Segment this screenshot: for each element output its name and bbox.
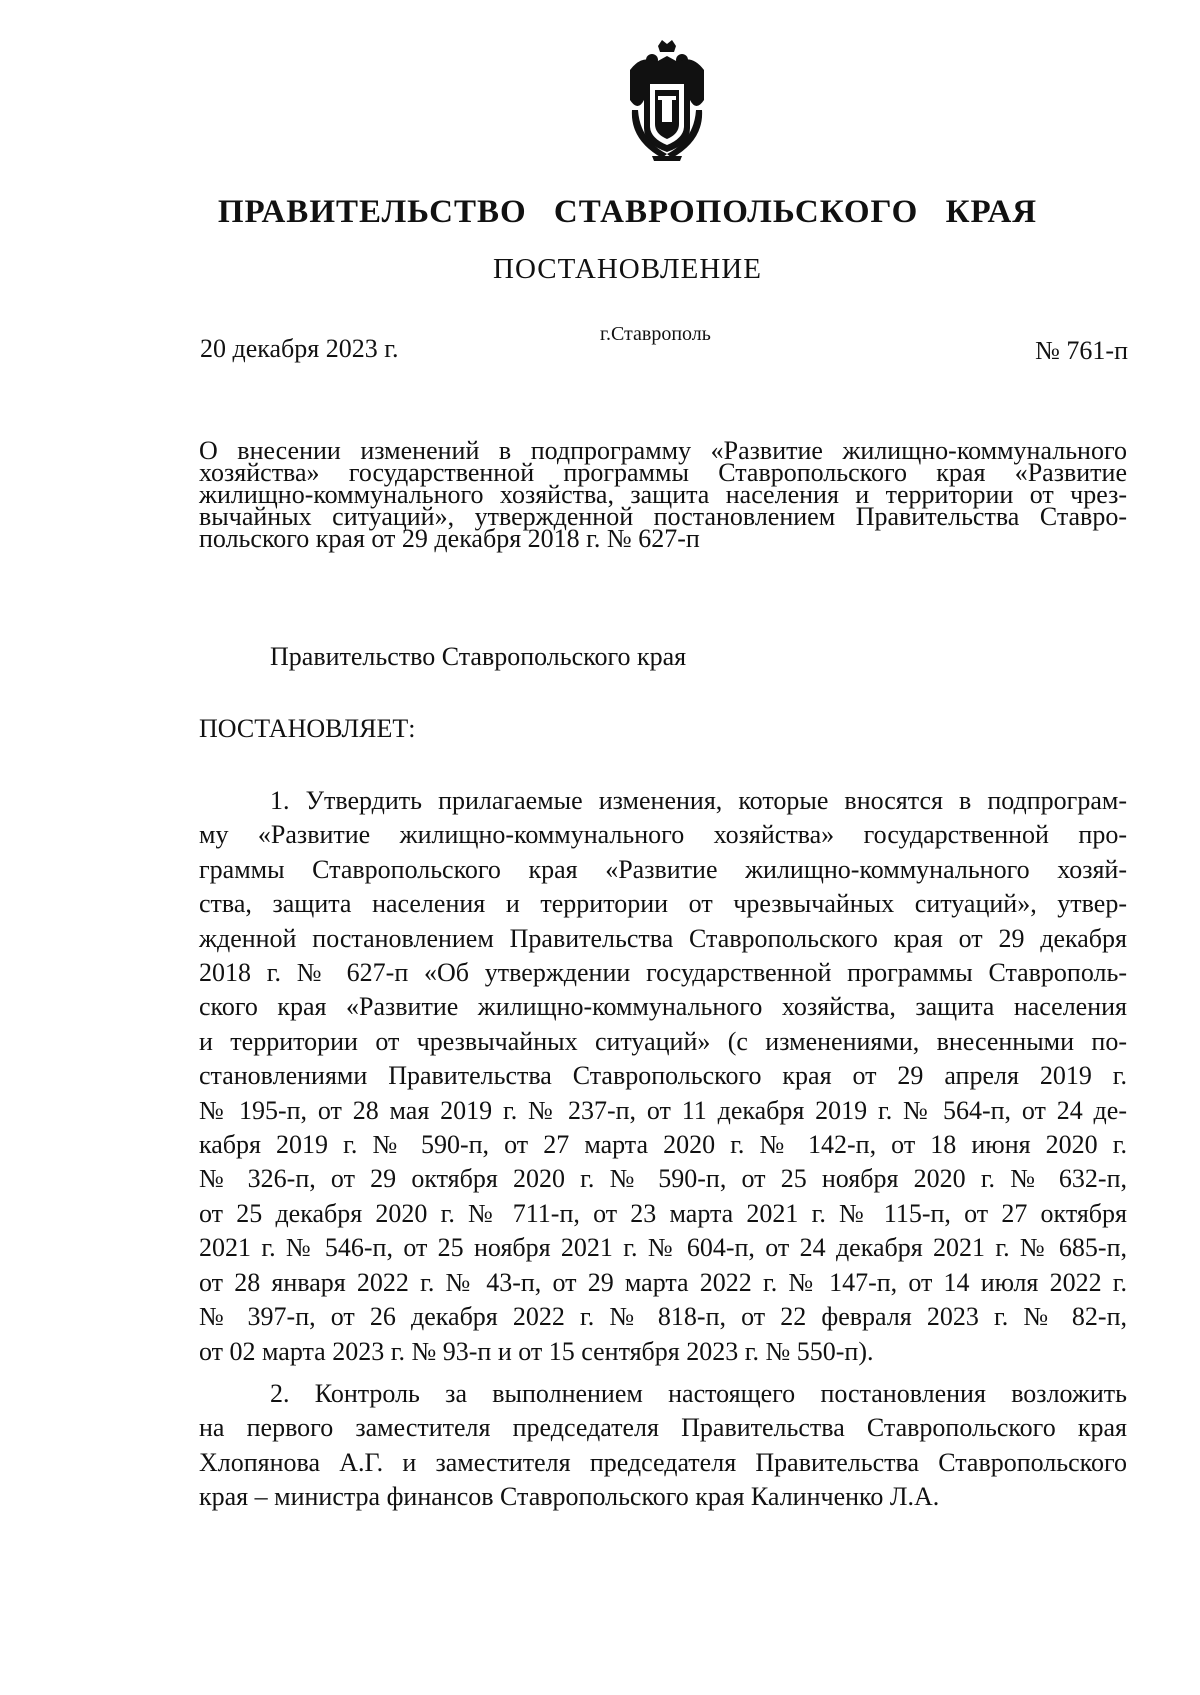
coat-of-arms-icon bbox=[622, 40, 712, 162]
paragraph-line: № 195-п, от 28 мая 2019 г. № 237-п, от 11 декабря 2019 г. № 564-п, от 24 де- bbox=[199, 1095, 1127, 1125]
paragraph-line: Хлопянова А.Г. и заместителя председателя Правительства Ставропольского bbox=[199, 1447, 1127, 1477]
paragraph-line: граммы Ставропольского края «Развитие жилищно-коммунального хозяй- bbox=[199, 854, 1127, 884]
subject-line: хозяйства» государственной программы Ставропольского края «Развитие bbox=[199, 458, 1127, 487]
paragraph-line: от 28 января 2022 г. № 43-п, от 29 марта 2022 г. № 147-п, от 14 июля 2022 г. bbox=[199, 1267, 1127, 1297]
subject-line: польского края от 29 декабря 2018 г. № 627-п bbox=[199, 524, 700, 553]
paragraph-line: жденной постановлением Правительства Ставропольского края от 29 декабря bbox=[199, 923, 1127, 953]
subject-line: жилищно-коммунального хозяйства, защита населения и территории от чрез- bbox=[199, 480, 1127, 509]
paragraph-line: 1. Утвердить прилагаемые изменения, которые вносятся в подпрограм- bbox=[270, 786, 1127, 815]
document-subject bbox=[199, 436, 1127, 553]
paragraph-line: от 02 марта 2023 г. № 93-п и от 15 сентября 2023 г. № 550-п). bbox=[199, 1336, 874, 1366]
paragraph-2 bbox=[199, 1377, 1127, 1515]
paragraph-1 bbox=[199, 784, 1127, 1369]
paragraph-line: края – министра финансов Ставропольского края Калинченко Л.А. bbox=[199, 1482, 940, 1512]
paragraph-line: ства, защита населения и территории от чрезвычайных ситуаций», утвер- bbox=[199, 889, 1127, 919]
paragraph-line: 2021 г. № 546-п, от 25 ноября 2021 г. № 604-п, от 24 декабря 2021 г. № 685-п, bbox=[199, 1233, 1127, 1263]
document-number: № 761-п bbox=[1035, 336, 1128, 365]
paragraph-line: становлениями Правительства Ставропольского края от 29 апреля 2019 г. bbox=[199, 1061, 1127, 1091]
paragraph-line: ского края «Развитие жилищно-коммунального хозяйства, защита населения bbox=[199, 992, 1127, 1022]
document-city: г.Ставрополь bbox=[600, 323, 711, 345]
paragraph-line: от 25 декабря 2020 г. № 711-п, от 23 марта 2021 г. № 115-п, от 27 октября bbox=[199, 1198, 1127, 1228]
paragraph-line: и территории от чрезвычайных ситуаций» (с изменениями, внесенными по- bbox=[199, 1026, 1127, 1056]
subject-line: вычайных ситуаций», утвержденной постановлением Правительства Ставро- bbox=[199, 502, 1127, 531]
paragraph-line: 2. Контроль за выполнением настоящего постановления возложить bbox=[270, 1379, 1127, 1408]
document-type: ПОСТАНОВЛЕНИЕ bbox=[493, 253, 762, 285]
government-name: Правительство Ставропольского края bbox=[270, 642, 687, 671]
document-date: 20 декабря 2023 г. bbox=[200, 334, 399, 363]
paragraph-line: кабря 2019 г. № 590-п, от 27 марта 2020 г. № 142-п, от 18 июня 2020 г. bbox=[199, 1130, 1127, 1160]
resolves-heading: ПОСТАНОВЛЯЕТ: bbox=[199, 714, 416, 743]
paragraph-line: на первого заместителя председателя Правительства Ставропольского края bbox=[199, 1413, 1127, 1443]
paragraph-line: № 397-п, от 26 декабря 2022 г. № 818-п, от 22 февраля 2023 г. № 82-п, bbox=[199, 1302, 1127, 1332]
paragraph-line: му «Развитие жилищно-коммунального хозяйства» государственной про- bbox=[199, 820, 1127, 850]
government-title: ПРАВИТЕЛЬСТВО СТАВРОПОЛЬСКОГО КРАЯ bbox=[217, 194, 1038, 230]
paragraph-line: № 326-п, от 29 октября 2020 г. № 590-п, от 25 ноября 2020 г. № 632-п, bbox=[199, 1164, 1127, 1194]
subject-line: О внесении изменений в подпрограмму «Развитие жилищно-коммунального bbox=[199, 436, 1127, 465]
paragraph-line: 2018 г. № 627-п «Об утверждении государственной программы Ставрополь- bbox=[199, 958, 1127, 988]
